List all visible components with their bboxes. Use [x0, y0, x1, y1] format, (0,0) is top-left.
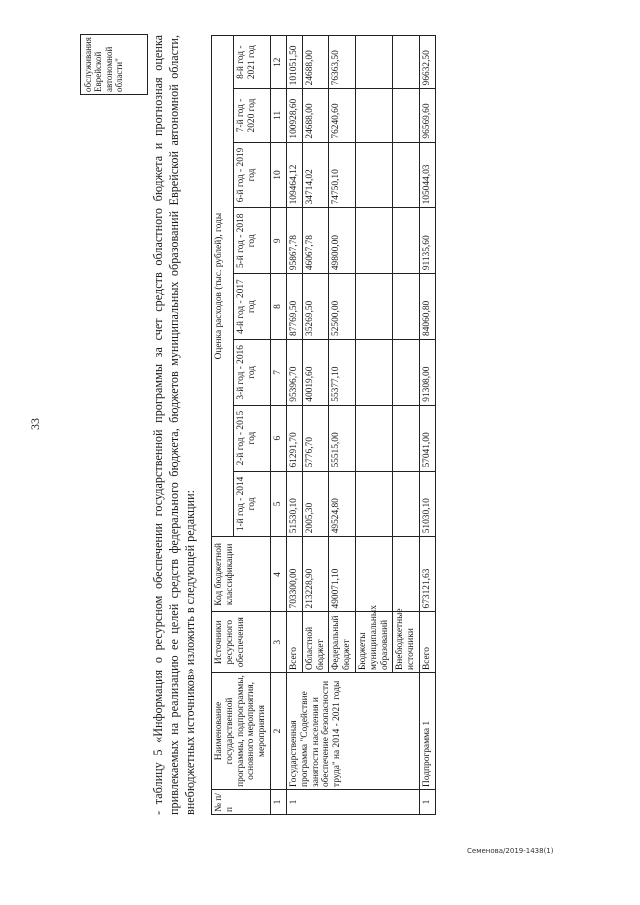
value-cell: 46067,78: [302, 208, 329, 274]
header-estimate-group: Оценка расходов (тыс. рублей), годы: [212, 36, 234, 537]
header-year: 5-й год - 2018 год: [234, 208, 271, 274]
row-source: Внебюджетные источники: [393, 612, 420, 673]
value-cell: 74750,10: [329, 142, 356, 208]
value-cell: 57041,00: [420, 405, 436, 471]
index-cell: 4: [271, 537, 287, 612]
index-cell: 9: [271, 208, 287, 274]
value-cell: 105044,03: [420, 142, 436, 208]
value-cell: 95396,70: [286, 339, 302, 405]
fragment-cell: обслуживания Еврейской автономной области": [81, 35, 148, 95]
row-source: Областной бюджет: [302, 612, 329, 673]
header-year: 6-й год - 2019 год: [234, 142, 271, 208]
value-cell: 24688,00: [302, 36, 329, 89]
value-cell: 55515,00: [329, 405, 356, 471]
value-cell: [355, 208, 392, 274]
value-cell: 101051,50: [286, 36, 302, 89]
header-year: 7-й год - 2020 год: [234, 89, 271, 142]
value-cell: 95867,78: [286, 208, 302, 274]
page-number: 33: [28, 418, 42, 430]
value-cell: [393, 471, 420, 537]
index-cell: 6: [271, 405, 287, 471]
value-cell: 84060,80: [420, 274, 436, 340]
value-cell: 52500,00: [329, 274, 356, 340]
table-row: [286, 36, 302, 815]
index-cell: 7: [271, 339, 287, 405]
row-code: 703300,00: [286, 537, 302, 612]
row-source: Федеральный бюджет: [329, 612, 356, 673]
row-source: Всего: [286, 612, 302, 673]
previous-table-fragment: [80, 35, 148, 95]
value-cell: 100928,60: [286, 89, 302, 142]
value-cell: [355, 405, 392, 471]
value-cell: 51530,10: [286, 471, 302, 537]
header-year: 1-й год - 2014 год: [234, 471, 271, 537]
header-year: 4-й год - 2017 год: [234, 274, 271, 340]
value-cell: [393, 405, 420, 471]
value-cell: 87769,50: [286, 274, 302, 340]
value-cell: 91308,00: [420, 339, 436, 405]
header-year: 8-й год - 2021 год: [234, 36, 271, 89]
value-cell: 76363,50: [329, 36, 356, 89]
value-cell: 2005,30: [302, 471, 329, 537]
value-cell: 91135,60: [420, 208, 436, 274]
value-cell: 61291,70: [286, 405, 302, 471]
header-row-1: [212, 36, 234, 815]
header-name: Наименование государственной программы, подпрограммы, основного мероприятия, мероприятия: [212, 673, 271, 790]
header-year: 3-й год - 2016 год: [234, 339, 271, 405]
value-cell: [355, 36, 392, 89]
lead-paragraph: - таблицу 5 «Информация о ресурсном обеспечении государственной программы за счет средств областного бюджета и прогнозная оценка привлекаемых на реализацию ее целей средств федерального бюджета, бюджетов муниципальных образований Еврейской автономной области, внебюджетных источников» изложить в следующей редакции:: [151, 35, 198, 815]
value-cell: [393, 142, 420, 208]
value-cell: [355, 471, 392, 537]
value-cell: 96569,60: [420, 89, 436, 142]
header-code: Код бюджетной классификации: [212, 537, 271, 612]
program-name: Государственная программа "Содействие занятости населения и обеспечение безопасности труда" на 2014 - 2021 годы: [286, 673, 419, 790]
row-code: 673121,63: [420, 537, 436, 612]
value-cell: 109464,12: [286, 142, 302, 208]
row-code: 490071,10: [329, 537, 356, 612]
row-num: 1: [420, 789, 436, 814]
document-footer-note: Семенова/2019-1438(1): [467, 847, 554, 855]
value-cell: 49524,80: [329, 471, 356, 537]
header-year: 2-й год - 2015 год: [234, 405, 271, 471]
value-cell: [393, 274, 420, 340]
index-cell: 1: [271, 789, 287, 814]
row-code: 213228,90: [302, 537, 329, 612]
index-cell: 8: [271, 274, 287, 340]
index-cell: 2: [271, 673, 287, 790]
value-cell: 49800,00: [329, 208, 356, 274]
row-code: [393, 537, 420, 612]
value-cell: [355, 142, 392, 208]
value-cell: [393, 208, 420, 274]
index-cell: 11: [271, 89, 287, 142]
value-cell: 24688,00: [302, 89, 329, 142]
index-cell: 3: [271, 612, 287, 673]
row-source: Бюджеты муниципальных образований: [355, 612, 392, 673]
value-cell: [393, 339, 420, 405]
value-cell: 40019,60: [302, 339, 329, 405]
resource-table: [211, 35, 436, 815]
value-cell: [355, 339, 392, 405]
value-cell: 51030,10: [420, 471, 436, 537]
value-cell: [355, 274, 392, 340]
subprogram-name: Подпрограмма 1: [420, 673, 436, 790]
value-cell: 34714,02: [302, 142, 329, 208]
value-cell: 76240,60: [329, 89, 356, 142]
index-row: [271, 36, 287, 815]
index-cell: 12: [271, 36, 287, 89]
value-cell: 35269,50: [302, 274, 329, 340]
value-cell: 96632,50: [420, 36, 436, 89]
index-cell: 5: [271, 471, 287, 537]
row-code: [355, 537, 392, 612]
header-source: Источники ресурсного обеспечения: [212, 612, 271, 673]
header-num: № п/п: [212, 789, 271, 814]
value-cell: [393, 36, 420, 89]
value-cell: [355, 89, 392, 142]
row-source: Всего: [420, 612, 436, 673]
row-num: 1: [286, 789, 419, 814]
index-cell: 10: [271, 142, 287, 208]
table-row: [420, 36, 436, 815]
value-cell: 55377,10: [329, 339, 356, 405]
value-cell: 5776,70: [302, 405, 329, 471]
value-cell: [393, 89, 420, 142]
